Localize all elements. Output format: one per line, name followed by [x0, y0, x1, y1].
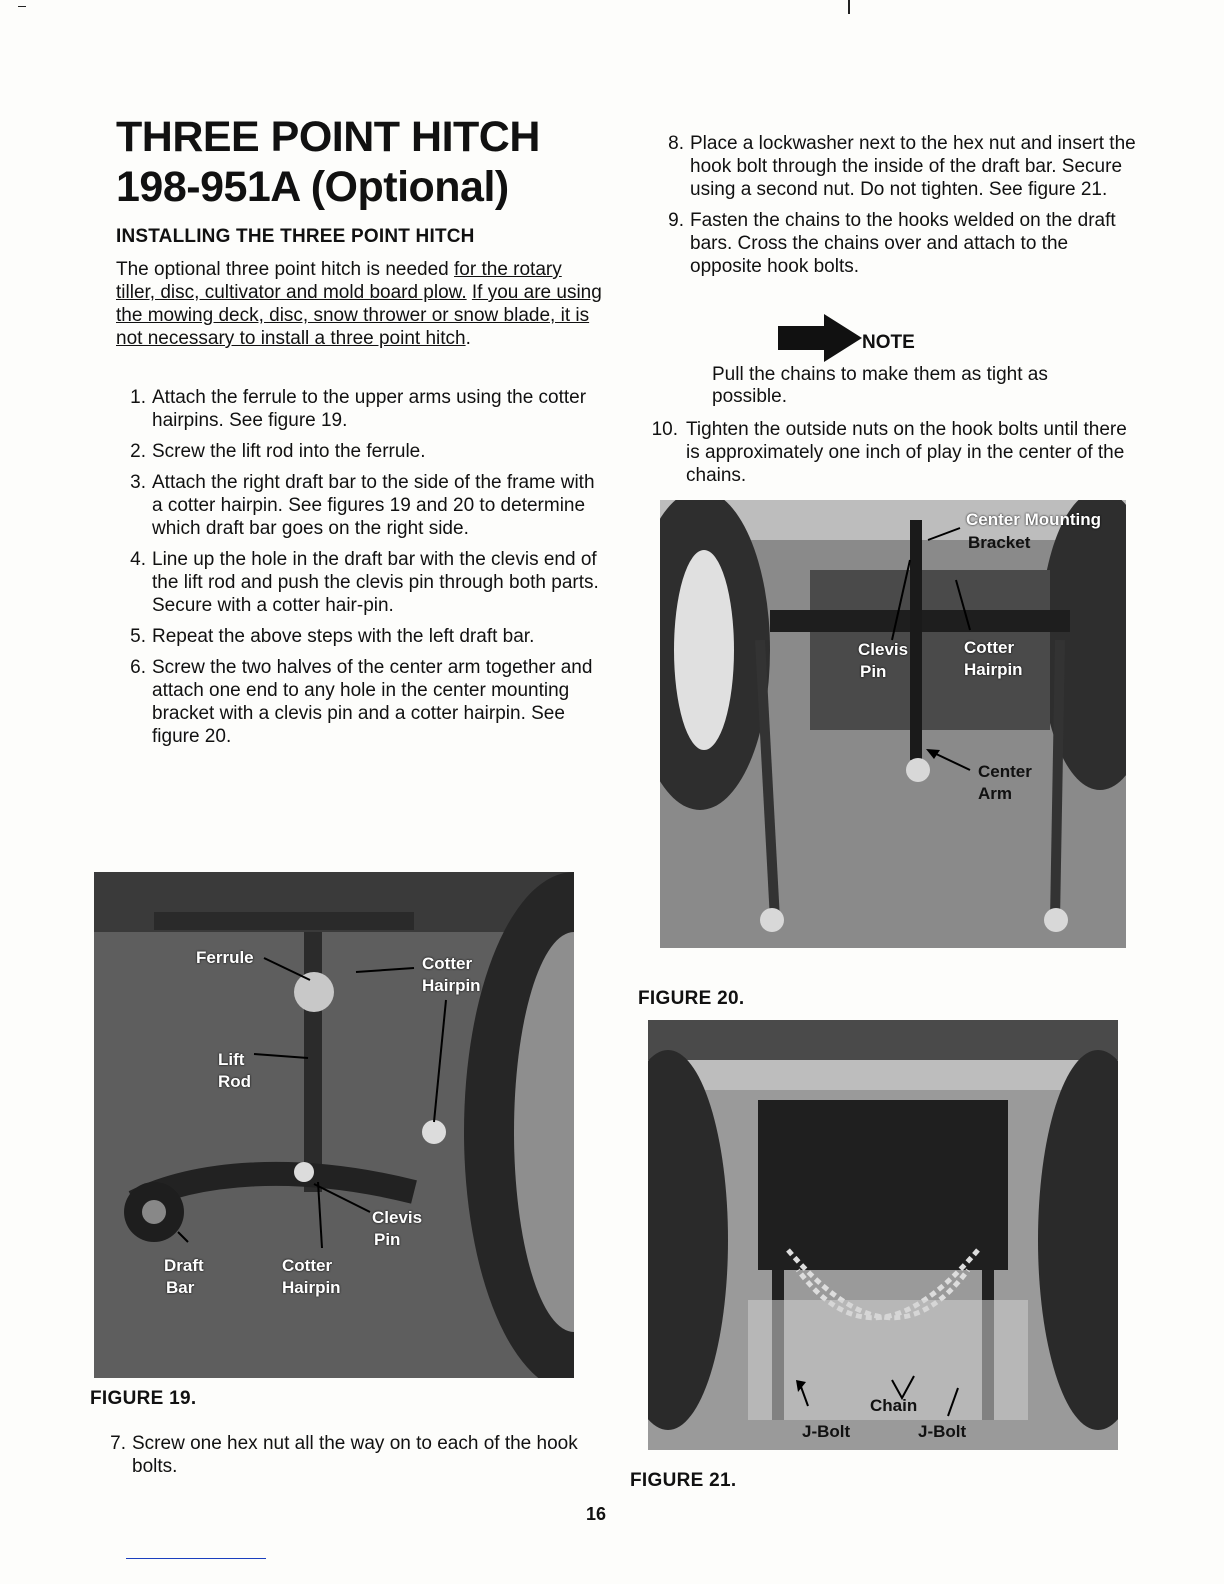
figure-19-label-hairpin-bottom: Hairpin [282, 1278, 341, 1297]
step-text: Screw the two halves of the center arm together and attach one end to any hole in the center mounting bracket with a clevis pin and a cotter hairpin. See figure 20. [152, 657, 593, 747]
step-number: 1. [130, 387, 146, 408]
figure-20-caption: FIGURE 20. [638, 988, 745, 1009]
note-callout [778, 314, 978, 362]
step-number: 6. [130, 657, 146, 678]
figure-21-photo [648, 1020, 1118, 1450]
step-text: Attach the right draft bar to the side of the frame with a cotter hairpin. See figures 19 and 20 to determine which draft bar goes on the right side. [152, 472, 595, 539]
step-text: Attach the ferrule to the upper arms using the cotter hairpins. See figure 19. [152, 387, 587, 431]
figure-20-label-pin: Pin [860, 662, 887, 681]
step-text: Screw the lift rod into the ferrule. [152, 441, 426, 462]
figure-20-label-arm: Arm [978, 784, 1013, 803]
step-text: Fasten the chains to the hooks welded on the draft bars. Cross the chains over and attach to the opposite hook bolts. [690, 210, 1116, 277]
step-number: 2. [130, 441, 146, 462]
title-line-2: 198-951A (Optional) [116, 163, 509, 211]
list-item [96, 1432, 596, 1478]
figure-21-caption: FIGURE 21. [630, 1470, 737, 1491]
figure-19-caption: FIGURE 19. [90, 1388, 197, 1409]
list-item [116, 386, 600, 432]
figure-20-label-center-mounting: Center Mounting [966, 510, 1102, 529]
step-number: 3. [130, 472, 146, 493]
figure-20-label-bracket: Bracket [968, 533, 1031, 552]
figure-19-label-clevis: Clevis [372, 1208, 423, 1227]
step-number: 7. [110, 1433, 126, 1454]
figure-20-label-hairpin: Hairpin [964, 660, 1023, 679]
steps-list-right [654, 132, 1136, 286]
scan-blue-line [126, 1558, 266, 1559]
step-number: 9. [668, 210, 684, 231]
figure-19-label-cotter-bottom: Cotter [282, 1256, 333, 1275]
figure-21-label-chain: Chain [870, 1396, 918, 1415]
figure-19-label-lift: Lift [218, 1050, 245, 1069]
right-arrow-icon [778, 314, 862, 362]
figure-20-label-center: Center [978, 762, 1032, 781]
steps-list-step7 [96, 1432, 596, 1486]
figure-21-label-jbolt-left: J-Bolt [802, 1422, 851, 1441]
figure-19-label-bar: Bar [166, 1278, 195, 1297]
page-number: 16 [586, 1504, 607, 1524]
list-item [116, 548, 600, 617]
list-item [116, 625, 600, 648]
list-item [116, 656, 600, 748]
step-number: 4. [130, 549, 146, 570]
section-heading: INSTALLING THE THREE POINT HITCH [116, 226, 475, 247]
step-text: Tighten the outside nuts on the hook bolts until there is approximately one inch of play in the center of the chains. [686, 419, 1127, 486]
step-text: Place a lockwasher next to the hex nut and insert the hook bolt through the inside of the draft bar. Secure using a second nut. Do not tighten. See figure 21. [690, 133, 1136, 200]
figure-19-label-hairpin-top: Hairpin [422, 976, 481, 995]
figure-19-label-draft: Draft [164, 1256, 204, 1275]
figure-19-label-ferrule: Ferrule [196, 948, 254, 967]
intro-plain: The optional three point hitch is needed [116, 259, 455, 280]
steps-list-left [116, 386, 600, 756]
title-line-1: THREE POINT HITCH [116, 113, 540, 161]
note-text: Pull the chains to make them as tight as possible. [712, 364, 1048, 407]
figure-19-illustration [94, 872, 574, 1378]
steps-list-step10 [640, 418, 1136, 495]
step-number: 10. [651, 419, 678, 440]
figure-19-label-cotter-top: Cotter [422, 954, 473, 973]
step-number: 8. [668, 133, 684, 154]
figure-19-label-rod: Rod [218, 1072, 252, 1091]
step-text: Line up the hole in the draft bar with the clevis end of the lift rod and push the clevis pin through both parts. Secure with a cotter hair-pin. [152, 549, 599, 616]
intro-underlined-2: If you are using the mowing deck, disc, snow thrower or snow blade, it is not necessary to install a three point hitch [116, 282, 602, 349]
step-text: Repeat the above steps with the left draft bar. [152, 626, 535, 647]
list-item [116, 471, 600, 540]
figure-20-photo [660, 500, 1126, 948]
figure-20-label-cotter: Cotter [964, 638, 1015, 657]
figure-20-label-clevis: Clevis [858, 640, 909, 659]
figure-21-label-jbolt-right: J-Bolt [918, 1422, 967, 1441]
note-label: NOTE [862, 332, 915, 353]
figure-19-label-pin: Pin [374, 1230, 401, 1249]
list-item [654, 209, 1136, 278]
figure-21-illustration [648, 1020, 1118, 1450]
scan-mark-corner [18, 6, 26, 7]
figure-20-illustration [660, 500, 1126, 948]
step-number: 5. [130, 626, 146, 647]
intro-underlined-1: for the rotary tiller, disc, cultivator and mold board plow. [116, 259, 562, 303]
page-title [116, 112, 596, 212]
figure-19-photo [94, 872, 574, 1378]
list-item [654, 132, 1136, 201]
list-item [640, 418, 1136, 487]
intro-paragraph [116, 258, 602, 350]
intro-end: . [465, 328, 471, 349]
scan-mark-top [848, 0, 850, 14]
list-item [116, 440, 600, 463]
step-text: Screw one hex nut all the way on to each of the hook bolts. [132, 1433, 578, 1477]
